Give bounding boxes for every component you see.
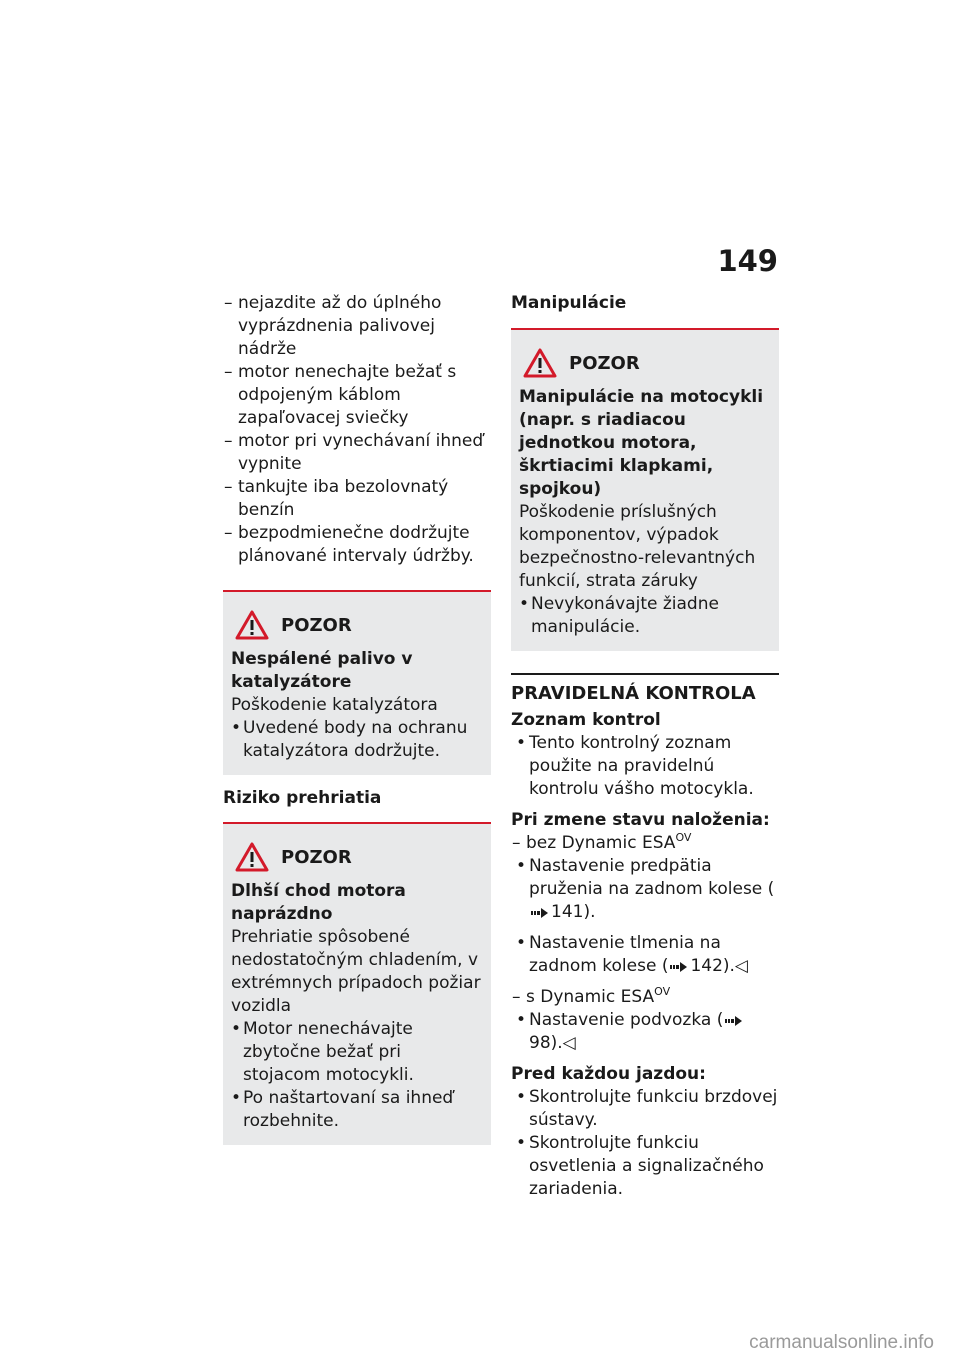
list-item: – motor pri vynechávaní ihneď vypnite [224, 431, 484, 474]
page-number: 149 [717, 244, 778, 278]
caution-title: POZOR [281, 846, 352, 868]
list-item: • Skontrolujte funkciu brzdovej sústavy. [516, 1087, 778, 1130]
right-column [511, 292, 779, 1201]
list-item: • Motor nenechávajte zbytočne bežať pri stojacom motocykli. [231, 1019, 414, 1085]
caution-description: Poškodenie katalyzátora [231, 695, 438, 715]
watermark: carmanualsonline.info [749, 1332, 934, 1353]
caution-box-overheating [223, 822, 491, 1145]
section-heading: Riziko prehriatia [223, 788, 382, 808]
caution-header [519, 346, 771, 380]
left-column [223, 292, 491, 1145]
warning-icon [523, 348, 557, 378]
caution-title: POZOR [281, 614, 352, 636]
list-item: – tankujte iba bezolovnatý benzín [224, 477, 449, 520]
caution-subject: Nespálené palivo v katalyzátore [231, 649, 413, 692]
list-item: – nejazdite až do úplného vyprázdnenia palivovej nádrže [224, 293, 442, 359]
list-item: • Tento kontrolný zoznam použite na pravidelnú kontrolu vášho motocykla. [516, 733, 754, 799]
list-item: • Nastavenie tlmenia na zadnom kolese ( 142).◁ [516, 933, 749, 976]
checklist-heading: Zoznam kontrol [511, 710, 661, 730]
list-item: – s Dynamic $ESA^{OV}$ [512, 985, 671, 1007]
dash-list [223, 292, 491, 568]
list-item: – motor nenechajte bežať s odpojeným káblom zapaľovacej sviečky [224, 362, 457, 428]
caution-header [231, 840, 483, 874]
caution-box-manipulation [511, 328, 779, 651]
caution-subject: Dlhší chod motora naprázdno [231, 881, 406, 924]
section-heading: Manipulácie [511, 293, 627, 313]
load-change-heading: Pri zmene stavu naloženia: [511, 810, 770, 830]
list-item: • Nevykonávajte žiadne manipulácie. [519, 594, 719, 637]
ov-superscript: OV [675, 831, 692, 844]
before-ride-heading: Pred každou jazdou: [511, 1064, 706, 1084]
list-item: • Nastavenie podvozka (98).◁ [511, 1009, 779, 1055]
list-item: • Nastavenie predpätia pruženia na zadnom kolese (141). [516, 856, 775, 922]
caution-subject: Manipulácie na motocykli (napr. s riadiacou jednotkou motora, škrtiacimi klapkami, spojkou) [519, 387, 764, 499]
section-title: PRAVIDELNÁ KONTROLA [511, 673, 779, 705]
ov-superscript: OV [654, 985, 671, 998]
warning-icon [235, 610, 269, 640]
caution-header [231, 608, 483, 642]
list-item: – bez Dynamic $ESA^{OV}$ [512, 831, 692, 853]
page-reference-arrow-icon [670, 961, 688, 973]
list-item: – bezpodmienečne dodržujte plánované intervaly údržby. [224, 523, 474, 566]
caution-title: POZOR [569, 352, 640, 374]
caution-description: Prehriatie spôsobené nedostatočným chladením, v extrémnych prípadoch požiar vozidla [231, 927, 481, 1016]
page-reference-arrow-icon [725, 1015, 743, 1027]
list-item: • Uvedené body na ochranu katalyzátora dodržujte. [231, 718, 468, 761]
caution-box-catalyst [223, 590, 491, 775]
list-item: • Po naštartovaní sa ihneď rozbehnite. [231, 1088, 454, 1131]
page-reference-arrow-icon [531, 907, 549, 919]
caution-description: Poškodenie príslušných komponentov, výpadok bezpečnostno-relevantných funkcií, strata záruky [519, 502, 756, 591]
warning-icon [235, 842, 269, 872]
list-item: • Skontrolujte funkciu osvetlenia a signalizačného zariadenia. [516, 1133, 764, 1199]
